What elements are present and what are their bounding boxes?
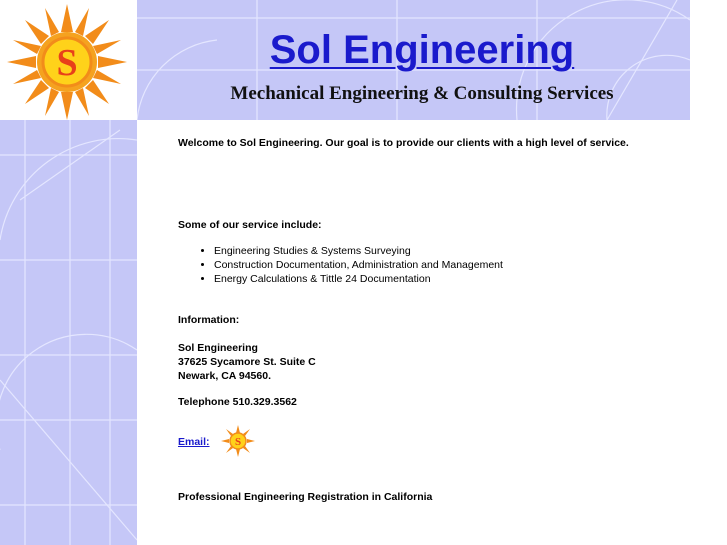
sidebar-background-drafting-lines (0, 120, 137, 545)
logo-area (0, 0, 137, 120)
welcome-text: Welcome to Sol Engineering. Our goal is to provide our clients with a high level of service. (178, 137, 629, 149)
address-block (178, 341, 316, 383)
registration-text: Professional Engineering Registration in California (178, 491, 433, 503)
list-item: • Construction Documentation, Administration and Management (214, 258, 503, 272)
list-item: • Engineering Studies & Systems Surveying (214, 244, 503, 258)
email-icon-letter: S (234, 436, 242, 448)
logo-letter: S (56, 42, 78, 84)
information-heading: Information: (178, 314, 240, 326)
services-heading: Some of our service include: (178, 219, 322, 231)
services-list (200, 244, 503, 286)
email-link[interactable]: Email: (178, 436, 210, 448)
site-title-link[interactable]: Sol Engineering (269, 28, 575, 72)
sidebar-panel (0, 120, 137, 545)
city-address: Newark, CA 94560. (178, 370, 271, 382)
sun-logo-icon (0, 0, 137, 120)
sun-email-icon[interactable] (220, 424, 256, 458)
site-subtitle: Mechanical Engineering & Consulting Services (230, 83, 614, 104)
list-item: • Energy Calculations & Tittle 24 Documentation (214, 272, 503, 286)
street-address: 37625 Sycamore St. Suite C (178, 356, 316, 368)
telephone-text: Telephone 510.329.3562 (178, 396, 297, 408)
company-name: Sol Engineering (178, 342, 258, 354)
